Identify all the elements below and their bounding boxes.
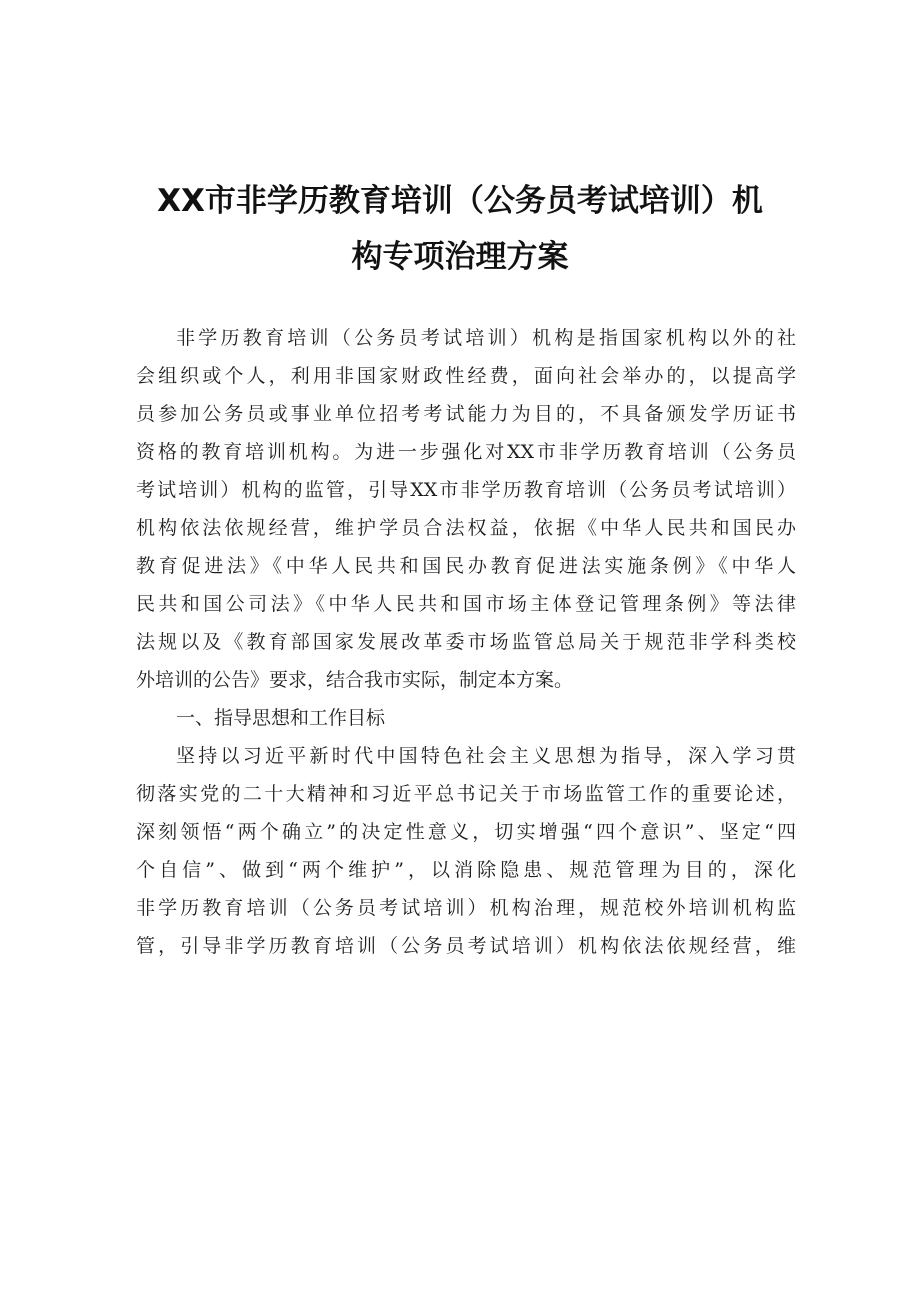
paragraph-line: 深刻领悟“两个确立”的决定性意义，切实增强“四个意识”、坚定“四 — [136, 821, 796, 843]
paragraph-line: 法规以及《教育部国家发展改革委市场监管总局关于规范非学科类校 — [136, 631, 796, 653]
paragraph-line: 资格的教育培训机构。为进一步强化对XX市非学历教育培训（公务员 — [136, 441, 796, 463]
paragraph-line: 个自信”、做到“两个维护”，以消除隐患、规范管理为目的，深化 — [136, 859, 796, 881]
paragraph-line: 管，引导非学历教育培训（公务员考试培训）机构依法依规经营，维 — [136, 935, 796, 957]
paragraph-line: 彻落实党的二十大精神和习近平总书记关于市场监管工作的重要论述， — [136, 783, 796, 805]
paragraph-line: 坚持以习近平新时代中国特色社会主义思想为指导，深入学习贯 — [176, 745, 796, 767]
paragraph-line: 考试培训）机构的监管，引导XX市非学历教育培训（公务员考试培训） — [136, 479, 796, 501]
paragraph-line: 教育促进法》《中华人民共和国民办教育促进法实施条例》《中华人 — [136, 555, 796, 577]
paragraph-line: 外培训的公告》要求，结合我市实际，制定本方案。 — [136, 669, 574, 691]
paragraph-line: 员参加公务员或事业单位招考考试能力为目的，不具备颁发学历证书 — [136, 403, 796, 425]
paragraph-line: 机构依法依规经营，维护学员合法权益，依据《中华人民共和国民办 — [136, 517, 796, 539]
paragraph-line: 非学历教育培训（公务员考试培训）机构是指国家机构以外的社 — [176, 327, 796, 349]
document-title-line-1: XX市非学历教育培训（公务员考试培训）机 — [157, 183, 763, 219]
paragraph-line: 民共和国公司法》《中华人民共和国市场主体登记管理条例》等法律 — [136, 593, 796, 615]
section-heading: 一、指导思想和工作目标 — [176, 707, 386, 729]
paragraph-line: 会组织或个人，利用非国家财政性经费，面向社会举办的，以提高学 — [136, 365, 796, 387]
document-title-line-2: 构专项治理方案 — [351, 239, 569, 275]
paragraph-line: 非学历教育培训（公务员考试培训）机构治理，规范校外培训机构监 — [136, 897, 796, 919]
